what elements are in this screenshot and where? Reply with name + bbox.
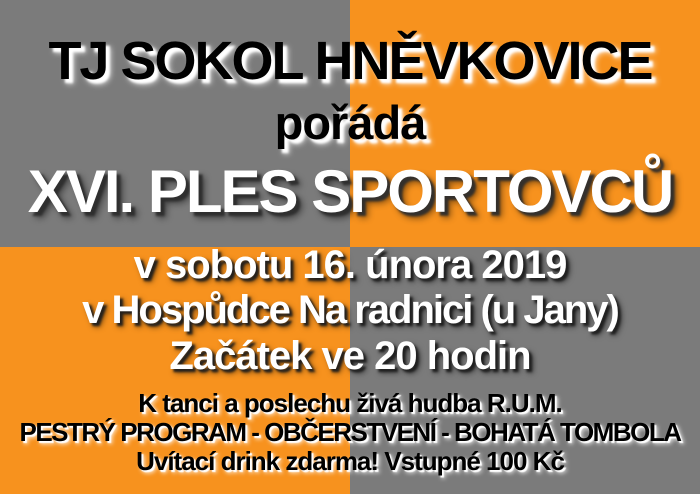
entry-info: Uvítací drink zdarma! Vstupné 100 Kč	[136, 446, 564, 476]
event-start-time: Začátek ve 20 hodin	[169, 334, 531, 378]
organizes-label: pořádá	[274, 96, 426, 149]
event-date: v sobotu 16. února 2019	[133, 243, 567, 287]
club-name: TJ SOKOL HNĚVKOVICE	[48, 31, 652, 91]
program-info: PESTRÝ PROGRAM - OBČERSTVENÍ - BOHATÁ TOMBOLA	[19, 417, 681, 447]
event-venue: v Hospůdce Na radnici (u Jany)	[82, 288, 618, 332]
band-info: K tanci a poslechu živá hudba R.U.M.	[138, 388, 562, 418]
event-title: XVI. PLES SPORTOVCŮ	[27, 158, 673, 225]
